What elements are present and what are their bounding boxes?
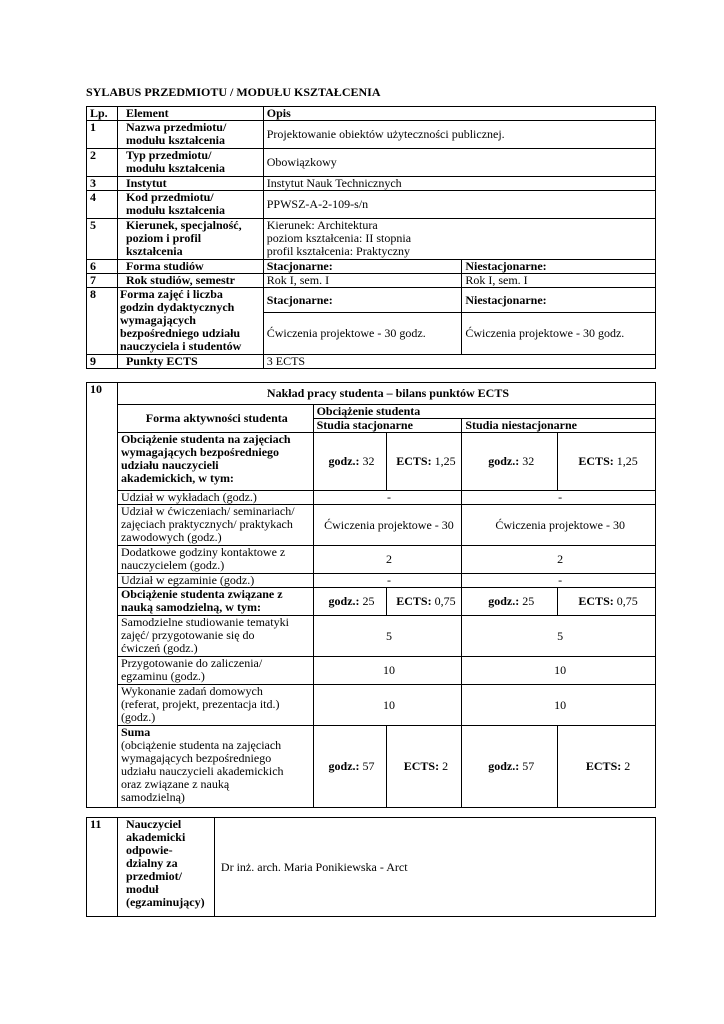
godz-stac: godz.: 57: [313, 726, 387, 808]
row-element: Kierunek, specjalność, poziom i profil kształcenia: [117, 219, 263, 260]
row-opis: Kierunek: Architektura poziom kształcenia: II stopnia profil kształcenia: Praktyczny: [263, 219, 655, 260]
activity-label: Obciążenie studenta na zajęciach wymagających bezpośredniego udziału nauczycieli akademickich, w tym:: [117, 433, 313, 491]
sum-title: Suma: [120, 725, 151, 739]
row-lp: 1: [87, 121, 118, 149]
header-element: Element: [117, 107, 263, 121]
value-niestac: 5: [462, 616, 656, 657]
forma-header: Forma aktywności studenta: [117, 405, 313, 433]
workload-header-row: [87, 405, 656, 419]
row-stacjonarne: Stacjonarne:: [263, 260, 462, 274]
value-stac: 10: [313, 657, 462, 685]
workload-title-row: [87, 383, 656, 405]
row-lp: 4: [87, 191, 118, 219]
table-row: [87, 191, 656, 219]
sum-description: (obciążenie studenta na zajęciach wymagających bezpośredniego udziału nauczycieli akademickich oraz związane z nauką samodzielną): [120, 738, 284, 804]
table-row: [87, 588, 656, 616]
value-niestac: 2: [462, 546, 656, 574]
table-row: [87, 818, 656, 917]
value-niestac: 10: [462, 685, 656, 726]
header-lp: Lp.: [87, 107, 118, 121]
row-opis: Obowiązkowy: [263, 149, 655, 177]
table-row: [87, 685, 656, 726]
row-opis: Instytut Nauk Technicznych: [263, 177, 655, 191]
row-niestacjonarne-value: Ćwiczenia projektowe - 30 godz.: [462, 313, 656, 355]
row-lp: 7: [87, 274, 118, 288]
table-row: [87, 574, 656, 588]
row-element: Forma studiów: [117, 260, 263, 274]
ects-stac: ECTS: 1,25: [387, 433, 462, 491]
row-lp: 6: [87, 260, 118, 274]
syllabus-table: [86, 106, 656, 369]
ects-stac: ECTS: 0,75: [387, 588, 462, 616]
godz-niestac: godz.: 57: [462, 726, 558, 808]
ects-stac: ECTS: 2: [387, 726, 462, 808]
row-element: Nazwa przedmiotu/ modułu kształcenia: [117, 121, 263, 149]
activity-label: Obciążenie studenta związane z nauką samodzielną, w tym:: [117, 588, 313, 616]
ects-niestac: ECTS: 2: [558, 726, 656, 808]
row-niestacjonarne: Niestacjonarne:: [462, 260, 656, 274]
row-element: Typ przedmiotu/ modułu kształcenia: [117, 149, 263, 177]
header-row: [87, 107, 656, 121]
ects-niestac: ECTS: 0,75: [558, 588, 656, 616]
row-lp: 10: [87, 383, 118, 808]
activity-label: Dodatkowe godziny kontaktowe z nauczycielem (godz.): [117, 546, 313, 574]
header-opis: Opis: [263, 107, 655, 121]
row-lp: 3: [87, 177, 118, 191]
activity-label: Udział w wykładach (godz.): [117, 491, 313, 505]
page-title: SYLABUS PRZEDMIOTU / MODUŁU KSZTAŁCENIA: [86, 85, 381, 99]
workload-title: Nakład pracy studenta – bilans punktów ECTS: [117, 383, 655, 405]
stacjonarne-header: Studia stacjonarne: [313, 419, 462, 433]
godz-stac: godz.: 32: [313, 433, 387, 491]
row-opis: 3 ECTS: [263, 355, 655, 369]
row-niestacjonarne-label: Niestacjonarne:: [462, 288, 656, 313]
table-row: [87, 149, 656, 177]
sum-label: [117, 726, 313, 808]
row-stacjonarne-value: Ćwiczenia projektowe - 30 godz.: [263, 313, 462, 355]
row-opis: PPWSZ-A-2-109-s/n: [263, 191, 655, 219]
godz-niestac: godz.: 32: [462, 433, 558, 491]
table-row: [87, 260, 656, 274]
row-element: Rok studiów, semestr: [117, 274, 263, 288]
value-niestac: 10: [462, 657, 656, 685]
activity-label: Wykonanie zadań domowych (referat, projekt, prezentacja itd.) (godz.): [117, 685, 313, 726]
table-row: [87, 121, 656, 149]
activity-label: Udział w ćwiczeniach/ seminariach/ zajęciach praktycznych/ praktykach zawodowych (godz.): [117, 505, 313, 546]
teacher-table: [86, 817, 656, 917]
table-row: [87, 274, 656, 288]
row-element: Kod przedmiotu/ modułu kształcenia: [117, 191, 263, 219]
activity-label: Przygotowanie do zaliczenia/ egzaminu (godz.): [117, 657, 313, 685]
value-stac: 5: [313, 616, 462, 657]
value-stac: 10: [313, 685, 462, 726]
row-stacjonarne: Rok I, sem. I: [263, 274, 462, 288]
value-stac: -: [313, 491, 462, 505]
row-element: Instytut: [117, 177, 263, 191]
value-stac: Ćwiczenia projektowe - 30: [313, 505, 462, 546]
table-row: [87, 219, 656, 260]
value-niestac: -: [462, 574, 656, 588]
table-row: [87, 491, 656, 505]
godz-stac: godz.: 25: [313, 588, 387, 616]
activity-label: Udział w egzaminie (godz.): [117, 574, 313, 588]
godz-niestac: godz.: 25: [462, 588, 558, 616]
sum-row: [87, 726, 656, 808]
table-row: [87, 546, 656, 574]
table-row: [87, 355, 656, 369]
row-opis: Projektowanie obiektów użyteczności publicznej.: [263, 121, 655, 149]
row-lp: 11: [87, 818, 118, 917]
table-row: [87, 616, 656, 657]
row-lp: 9: [87, 355, 118, 369]
value-stac: -: [313, 574, 462, 588]
table-row: [87, 505, 656, 546]
table-row: [87, 657, 656, 685]
row-lp: 8: [87, 288, 118, 355]
workload-table: [86, 382, 656, 808]
ects-niestac: ECTS: 1,25: [558, 433, 656, 491]
activity-label: Samodzielne studiowanie tematyki zajęć/ przygotowanie się do ćwiczeń (godz.): [117, 616, 313, 657]
row-element: Punkty ECTS: [117, 355, 263, 369]
value-niestac: Ćwiczenia projektowe - 30: [462, 505, 656, 546]
row-lp: 2: [87, 149, 118, 177]
table-row: [87, 177, 656, 191]
obciazenie-header: Obciążenie studenta: [313, 405, 655, 419]
teacher-name: Dr inż. arch. Maria Ponikiewska - Arct: [214, 818, 655, 917]
row-element: Forma zajęć i liczba godzin dydaktycznych wymagających bezpośredniego udziału nauczyciela i studentów: [117, 288, 263, 355]
row-stacjonarne-label: Stacjonarne:: [263, 288, 462, 313]
row-element: Nauczyciel akademicki odpowie- dzialny za przedmiot/ moduł (egzaminujący): [117, 818, 214, 917]
table-row: [87, 288, 656, 313]
value-niestac: -: [462, 491, 656, 505]
niestacjonarne-header: Studia niestacjonarne: [462, 419, 656, 433]
row-lp: 5: [87, 219, 118, 260]
table-row: [87, 433, 656, 491]
row-niestacjonarne: Rok I, sem. I: [462, 274, 656, 288]
value-stac: 2: [313, 546, 462, 574]
